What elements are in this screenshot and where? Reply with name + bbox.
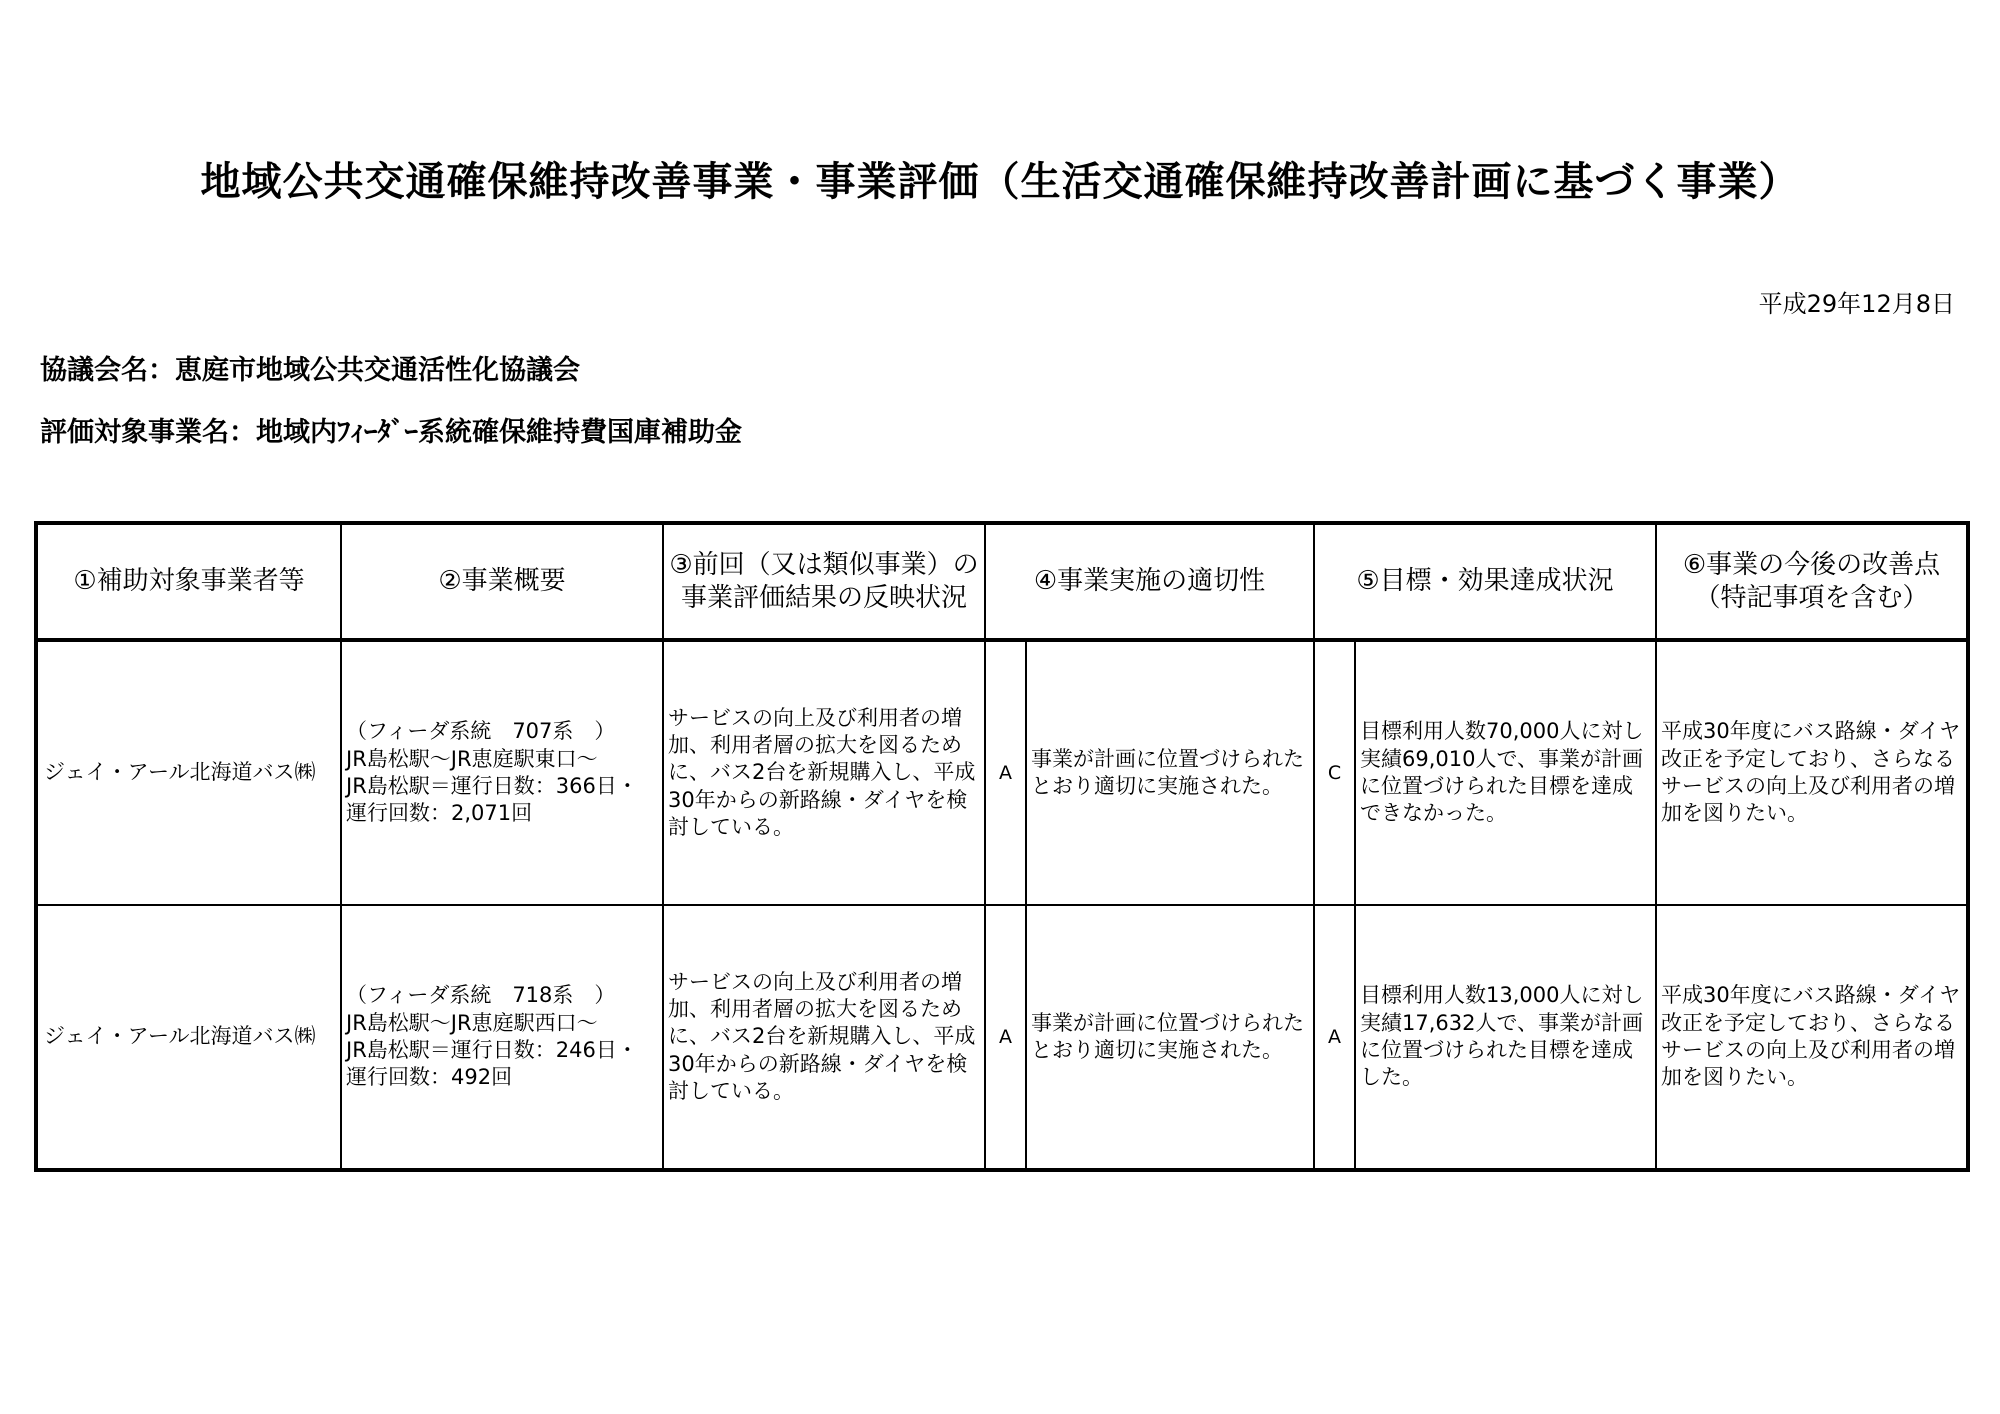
council-name: 協議会名：恵庭市地域公共交通活性化協議会 [40, 355, 580, 386]
overview-line: JR島松駅～JR恵庭駅西口～ [346, 1010, 598, 1035]
appropriateness-text: 事業が計画に位置づけられたとおり適切に実施された。 [1026, 905, 1314, 1170]
overview-line: 運行回数：492回 [346, 1065, 513, 1090]
achievement-grade: A [1314, 905, 1355, 1170]
overview-line: JR島松駅＝運行日数：366日・ [346, 774, 638, 798]
overview-cell [341, 905, 663, 1170]
header-reflection-line2: 事業評価結果の反映状況 [680, 582, 967, 613]
reflection-cell: サービスの向上及び利用者の増加、利用者層の拡大を図るために、バス2台を新規購入し、平成30年からの新路線・ダイヤを検討している。 [663, 640, 985, 905]
appropriateness-grade: A [985, 640, 1026, 905]
overview-cell [341, 640, 663, 905]
header-reflection-line1: ③前回（又は類似事業）の [669, 550, 979, 580]
appropriateness-text: 事業が計画に位置づけられたとおり適切に実施された。 [1026, 640, 1314, 905]
header-improvement [1656, 523, 1968, 640]
header-reflection [663, 523, 985, 640]
achievement-grade: C [1314, 640, 1355, 905]
overview-line: （フィーダ系統 718系 ） [346, 983, 616, 1008]
header-operator: ①補助対象事業者等 [36, 523, 341, 640]
table-row [36, 905, 1968, 1170]
header-improvement-line2: （特記事項を含む） [1694, 582, 1929, 613]
overview-line: JR島松駅＝運行日数：246日・ [346, 1038, 638, 1062]
reflection-cell: サービスの向上及び利用者の増加、利用者層の拡大を図るために、バス2台を新規購入し、平成30年からの新路線・ダイヤを検討している。 [663, 905, 985, 1170]
operator-cell: ジェイ・アール北海道バス㈱ [36, 905, 341, 1170]
header-achievement: ⑤目標・効果達成状況 [1314, 523, 1656, 640]
evaluation-table [34, 521, 1970, 1172]
project-name: 評価対象事業名：地域内ﾌｨｰﾀﾞｰ系統確保維持費国庫補助金 [40, 417, 742, 448]
improvement-cell: 平成30年度にバス路線・ダイヤ改正を予定しており、さらなるサービスの向上及び利用者の増加を図りたい。 [1656, 905, 1968, 1170]
header-improvement-line1: ⑥事業の今後の改善点 [1682, 550, 1941, 580]
page-title: 地域公共交通確保維持改善事業・事業評価（生活交通確保維持改善計画に基づく事業） [200, 159, 1800, 205]
operator-cell: ジェイ・アール北海道バス㈱ [36, 640, 341, 905]
achievement-text: 目標利用人数13,000人に対し実績17,632人で、事業が計画に位置づけられた目標を達成した。 [1355, 905, 1656, 1170]
document-date: 平成29年12月8日 [1758, 290, 1955, 318]
header-overview: ②事業概要 [341, 523, 663, 640]
header-appropriateness: ④事業実施の適切性 [985, 523, 1314, 640]
improvement-cell: 平成30年度にバス路線・ダイヤ改正を予定しており、さらなるサービスの向上及び利用者の増加を図りたい。 [1656, 640, 1968, 905]
table-header-row [36, 523, 1968, 640]
table-row [36, 640, 1968, 905]
appropriateness-grade: A [985, 905, 1026, 1170]
overview-line: JR島松駅～JR恵庭駅東口～ [346, 746, 598, 771]
overview-line: （フィーダ系統 707系 ） [346, 719, 616, 744]
overview-line: 運行回数：2,071回 [346, 801, 533, 826]
achievement-text: 目標利用人数70,000人に対し実績69,010人で、事業が計画に位置づけられた目標を達成できなかった。 [1355, 640, 1656, 905]
